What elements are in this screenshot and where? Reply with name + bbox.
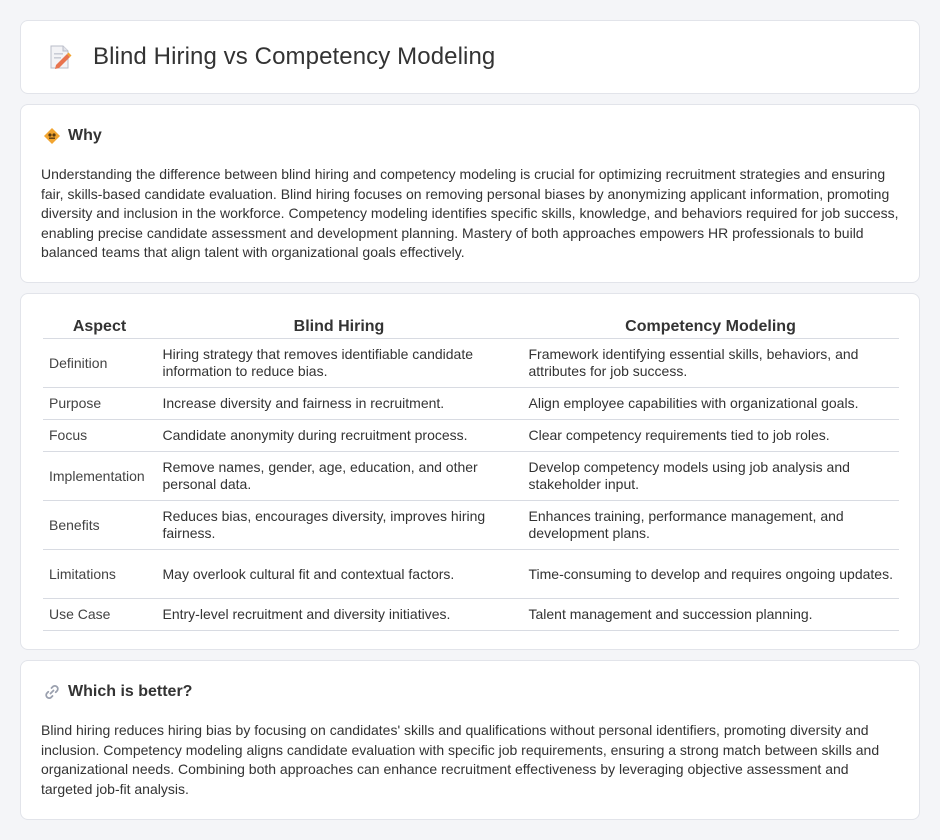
- aspect-cell: Focus: [43, 420, 156, 452]
- blind-hiring-cell: Reduces bias, encourages diversity, improves hiring fairness.: [156, 501, 522, 550]
- why-section: [20, 104, 920, 283]
- blind-hiring-cell: Remove names, gender, age, education, and other personal data.: [156, 452, 522, 501]
- blind-hiring-cell: Candidate anonymity during recruitment process.: [156, 420, 522, 452]
- table-row: [43, 550, 899, 599]
- diamond-sign-icon: [43, 127, 61, 145]
- header-competency-modeling: Competency Modeling: [522, 314, 899, 339]
- table-row: [43, 501, 899, 550]
- competency-cell: Talent management and succession planning.: [522, 599, 899, 631]
- table-row: [43, 599, 899, 631]
- competency-cell: Time-consuming to develop and requires ongoing updates.: [522, 550, 899, 599]
- blind-hiring-cell: Entry-level recruitment and diversity initiatives.: [156, 599, 522, 631]
- table-row: [43, 420, 899, 452]
- aspect-cell: Use Case: [43, 599, 156, 631]
- aspect-cell: Limitations: [43, 550, 156, 599]
- better-text: Blind hiring reduces hiring bias by focusing on candidates' skills and qualifications without personal identifiers, promoting diversity and inclusion. Competency modeling aligns candidate evaluation with specific job requirements, ensuring a strong match between skills and organizational needs. Combining both approaches can enhance recruitment effectiveness by leveraging objective assessment and targeted job-fit analysis.: [41, 722, 880, 797]
- blind-hiring-cell: Hiring strategy that removes identifiable candidate information to reduce bias.: [156, 339, 522, 388]
- better-title: Which is better?: [68, 683, 193, 700]
- competency-cell: Align employee capabilities with organizational goals.: [522, 388, 899, 420]
- header-aspect: Aspect: [43, 314, 156, 339]
- aspect-cell: Definition: [43, 339, 156, 388]
- header-card: [20, 20, 920, 94]
- blind-hiring-cell: Increase diversity and fairness in recruitment.: [156, 388, 522, 420]
- comparison-section: [20, 293, 920, 650]
- aspect-cell: Purpose: [43, 388, 156, 420]
- comparison-table: [43, 314, 899, 631]
- competency-cell: Framework identifying essential skills, behaviors, and attributes for job success.: [522, 339, 899, 388]
- link-icon: [43, 683, 61, 701]
- blind-hiring-cell: May overlook cultural fit and contextual factors.: [156, 550, 522, 599]
- competency-cell: Clear competency requirements tied to job roles.: [522, 420, 899, 452]
- competency-cell: Enhances training, performance management, and development plans.: [522, 501, 899, 550]
- which-is-better-section: [20, 660, 920, 820]
- header-blind-hiring: Blind Hiring: [156, 314, 522, 339]
- why-text: Understanding the difference between blind hiring and competency modeling is crucial for optimizing recruitment strategies and ensuring fair, skills-based candidate evaluation. Blind hiring focuses on removing personal biases by anonymizing applicant information, promoting diversity and inclusion in the workforce. Competency modeling identifies specific skills, knowledge, and behaviors required for job success, enabling precise candidate assessment and development planning. Mastery of both approaches empowers HR professionals to build balanced teams that align talent with organizational goals effectively.: [41, 166, 899, 261]
- table-header-row: [43, 314, 899, 339]
- page-title: Blind Hiring vs Competency Modeling: [93, 43, 496, 70]
- document-edit-icon: [47, 44, 73, 70]
- why-title: Why: [68, 127, 102, 144]
- competency-cell: Develop competency models using job analysis and stakeholder input.: [522, 452, 899, 501]
- table-row: [43, 339, 899, 388]
- aspect-cell: Implementation: [43, 452, 156, 501]
- table-row: [43, 388, 899, 420]
- table-row: [43, 452, 899, 501]
- aspect-cell: Benefits: [43, 501, 156, 550]
